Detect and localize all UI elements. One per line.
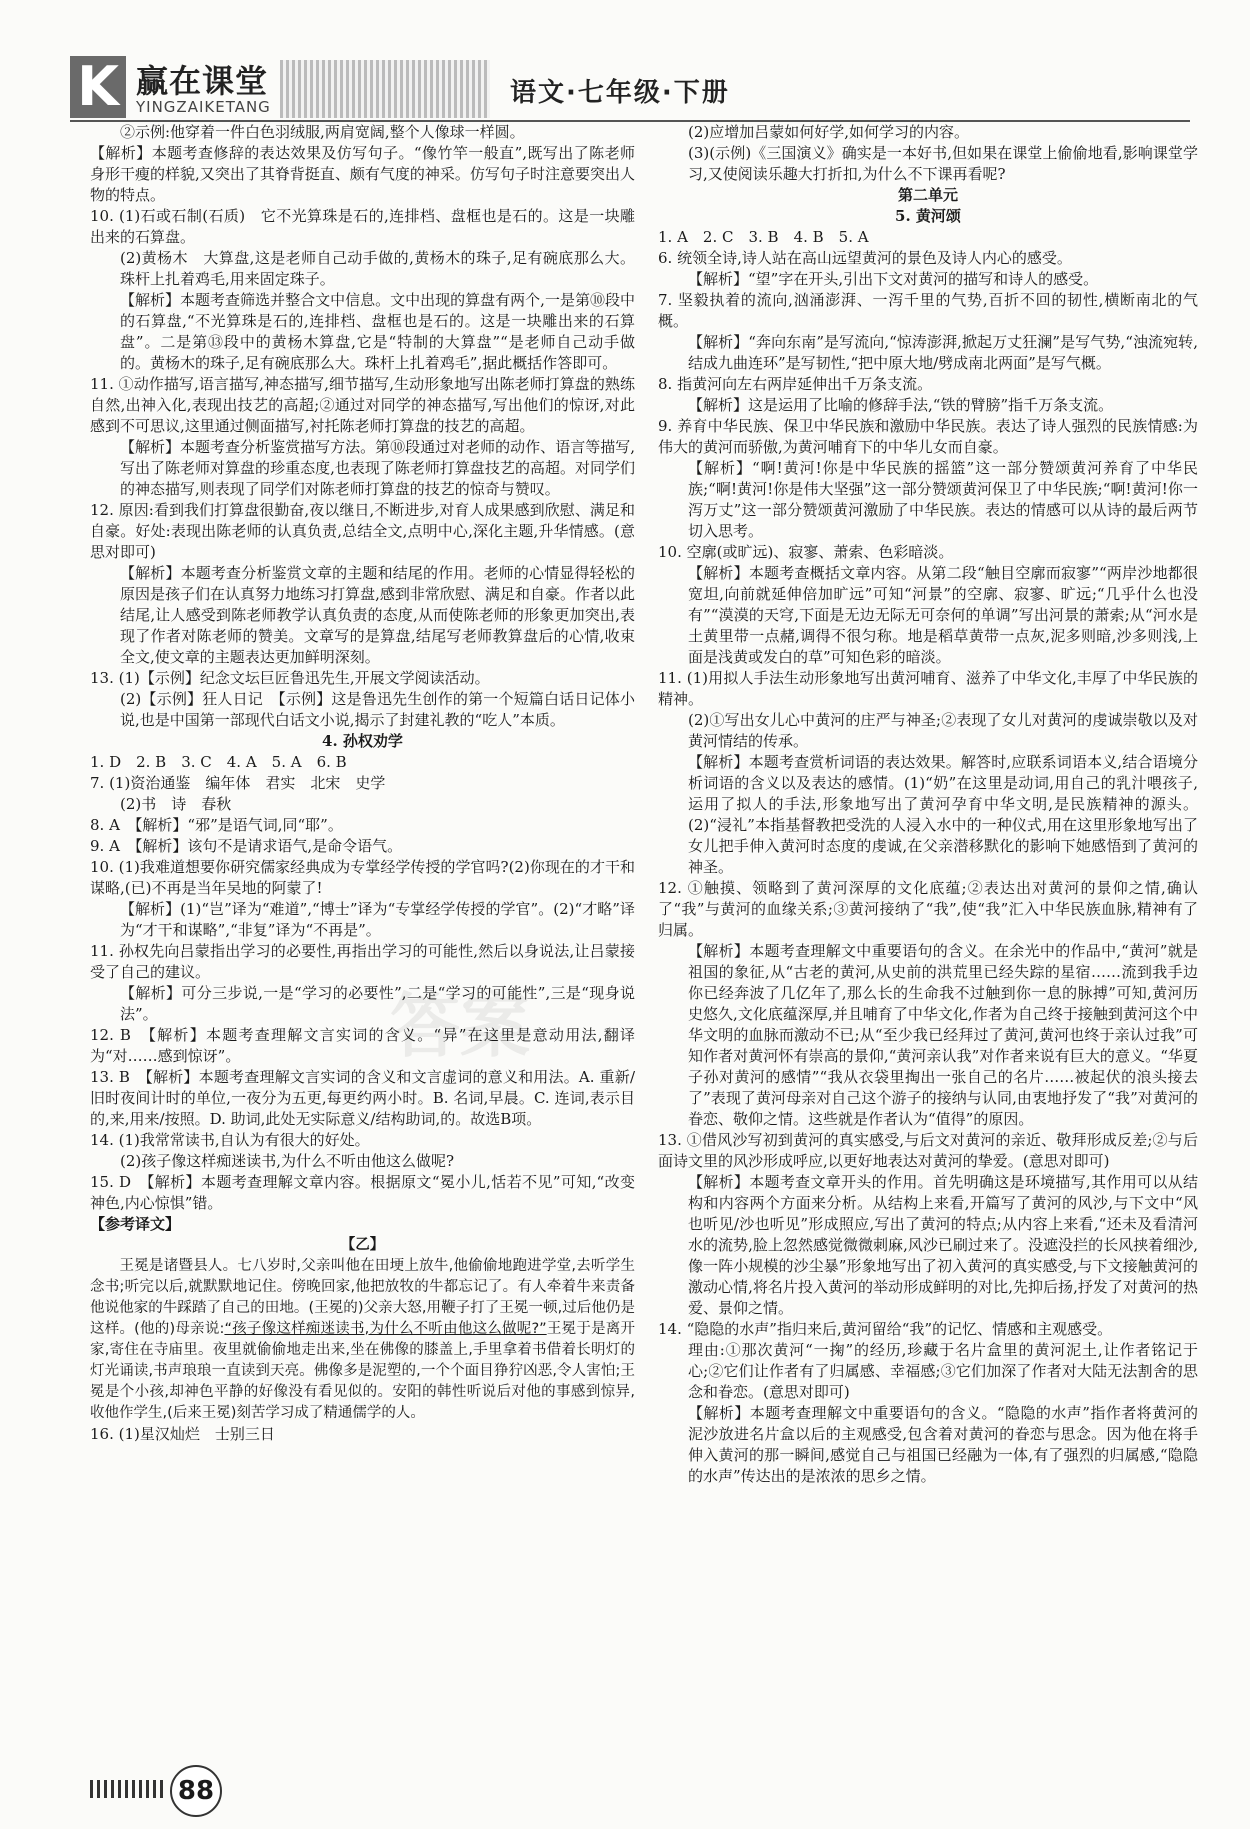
right-paragraph: 【解析】本题考查理解文中重要语句的含义。“隐隐的水声”指作者将黄河的泥沙放进名片盒以后的主观感受,包含着对黄河的眷恋与思念。因为他在将手伸入黄河的那一瞬间,感觉自己与祖国已经融为一体,有了强烈的归属感,“隐隐的水声”传达出的是浓浓的思乡之情。 <box>688 1404 1198 1485</box>
translation-text <box>90 1256 635 1424</box>
page-number-dots <box>90 1780 165 1798</box>
right-column <box>658 122 1198 1487</box>
brand-name: 赢在课堂 <box>136 62 269 100</box>
answer-16: 16. (1)星汉灿烂 士别三日 <box>90 1425 275 1443</box>
translation-label: 【参考译文】 <box>90 1215 181 1233</box>
brand-logo-k: K <box>70 56 126 118</box>
left-paragraph: 12. B 【解析】本题考查理解文言实词的含义。“异”在这里是意动用法,翻译为“对……感到惊讶”。 <box>90 1026 635 1065</box>
page-header <box>70 50 1190 120</box>
left-paragraph: 9. A 【解析】该句不是请求语气,是命令语气。 <box>90 837 403 855</box>
right-paragraph: 8. 指黄河向左右两岸延伸出千万条支流。 <box>658 375 933 393</box>
right-paragraph: (2)应增加吕蒙如何好学,如何学习的内容。 <box>688 123 970 141</box>
right-paragraph: 1. A 2. C 3. B 4. B 5. A <box>658 228 869 246</box>
left-paragraph: 【解析】本题考查分析鉴赏文章的主题和结尾的作用。老师的心情显得轻松的原因是孩子们在认真努力地练习打算盘,感到非常欣慰、满足和自豪。作者以此结尾,让人感受到陈老师教学认真负责的态度,从而使陈老师的形象更加突出,表现了作者对陈老师的赞美。文章写的是算盘,结尾写老师教算盘后的心情,收束全文,使文章的主题表达更加鲜明深刻。 <box>120 564 635 666</box>
translation-block <box>90 1235 635 1424</box>
translation-underlined-quote: “孩子像这样痴迷读书,为什么不听由他这么做呢?” <box>224 1321 547 1337</box>
right-paragraph: 【解析】这是运用了比喻的修辞手法,“铁的臂膀”指千万条支流。 <box>688 396 1114 414</box>
left-paragraph: (2)【示例】狂人日记 【示例】这是鲁迅先生创作的第一个短篇白话日记体小说,也是中国第一部现代白话文小说,揭示了封建礼教的“吃人”本质。 <box>120 690 635 729</box>
right-paragraph: 5. 黄河颂 <box>895 207 961 225</box>
left-paragraph: (2)黄杨木 大算盘,这是老师自己动手做的,黄杨木的珠子,足有碗底那么大。珠杆上扎着鸡毛,用来固定珠子。 <box>120 249 635 288</box>
translation-part-1: 王冕是诸暨县人。七八岁时,父亲叫他在田埂上放牛,他偷偷地跑进学堂,去听学生念书;听完以后,就默默地记住。傍晚回家,他把放牧的牛都忘记了。有人牵着牛来责备他说他家的牛踩踏了自己的田地。(王冕的)父亲大怒,用鞭子打了王冕一顿,过后他仍是这样。(他的)母亲说: <box>90 1258 635 1337</box>
left-paragraph: 8. A 【解析】“邪”是语气词,同“耶”。 <box>90 816 343 834</box>
left-paragraph: (2)孩子像这样痴迷读书,为什么不听由他这么做呢? <box>120 1152 455 1170</box>
left-paragraph: 13. B 【解析】本题考查理解文言实词的含义和文言虚词的意义和用法。A. 重新/旧时夜间计时的单位,一夜分为五更,每更约两小时。B. 名词,早晨。C. 连词,表示目的,来,用来/按照。D. 助词,此处无实际意义/结构助词,的。故选B项。 <box>90 1068 635 1128</box>
translation-title: 【乙】 <box>340 1237 385 1253</box>
right-paragraph: 【解析】本题考查理解文中重要语句的含义。在余光中的作品中,“黄河”就是祖国的象征,从“古老的黄河,从史前的洪荒里已经失踪的星宿……流到我手边你已经奔波了几亿年了,那么长的生命我不过触到你一息的脉搏”可知,黄河历史悠久,文化底蕴深厚,并且哺育了中华文化,作者为自己终于接触到黄河这个中华文明的血脉而激动不已;从“至少我已经拜过了黄河,黄河也终于亲认过我”可知作者对黄河怀有崇高的景仰,“黄河亲认我”对作者来说有巨大的意义。“华夏子孙对黄河的感情”“我从衣袋里掏出一张自己的名片……被起伏的浪头接去了”表现了黄河母亲对自己这个游子的接纳与认同,由衷地抒发了“我”对黄河的眷恋、敬仰之情。这些就是作者认为“值得”的原因。 <box>688 942 1198 1128</box>
right-paragraph: 【解析】“啊!黄河!你是中华民族的摇篮”这一部分赞颂黄河养育了中华民族;“啊!黄河!你是伟大坚强”这一部分赞颂黄河保卫了中华民族;“啊!黄河!你一泻万丈”这一部分赞颂黄河激励了中华民族。表达的情感可以从诗的最后两节切入思考。 <box>688 459 1198 540</box>
left-paragraph: 15. D 【解析】本题考查理解文章内容。根据原文“冕小儿,恬若不见”可知,“改变神色,内心惊惧”错。 <box>90 1173 635 1212</box>
left-paragraph: 【解析】本题考查分析鉴赏描写方法。第⑩段通过对老师的动作、语言等描写,写出了陈老师对算盘的珍重态度,也表现了陈老师打算盘技艺的高超。对同学们的神态描写,则表现了同学们对陈老师打算盘的技艺的惊奇与赞叹。 <box>120 438 635 498</box>
left-paragraph: 【解析】可分三步说,一是“学习的必要性”,二是“学习的可能性”,三是“现身说法”。 <box>120 984 635 1023</box>
right-paragraph: 【解析】“望”字在开头,引出下文对黄河的描写和诗人的感受。 <box>688 270 1099 288</box>
right-paragraph: 7. 坚毅执着的流向,汹涌澎湃、一泻千里的气势,百折不回的韧性,横断南北的气概。 <box>658 291 1198 330</box>
right-paragraph: 13. ①借风沙写初到黄河的真实感受,与后文对黄河的亲近、敬拜形成反差;②与后面诗文里的风沙形成呼应,以更好地表达对黄河的挚爱。(意思对即可) <box>658 1131 1198 1170</box>
right-paragraph: 9. 养育中华民族、保卫中华民族和激励中华民族。表达了诗人强烈的民族情感:为伟大的黄河而骄傲,为黄河哺育下的中华儿女而自豪。 <box>658 417 1198 456</box>
left-paragraph: 1. D 2. B 3. C 4. A 5. A 6. B <box>90 753 347 771</box>
translation-part-2: 王冕于是离开家,寄住在寺庙里。夜里就偷偷地走出来,坐在佛像的膝盖上,手里拿着书借着长明灯的灯光诵读,书声琅琅一直读到天亮。佛像多是泥塑的,一个个面目狰狞凶恶,令人害怕;王冕是个小孩,却神色平静的好像没有看见似的。安阳的韩性听说后对他的事感到惊异,收他作学生,(后来王冕)刻苦学习成了精通儒学的人。 <box>90 1321 636 1421</box>
page-number: 88 <box>170 1765 222 1817</box>
left-paragraph: 12. 原因:看到我们打算盘很勤奋,夜以继日,不断进步,对育人成果感到欣慰、满足和自豪。好处:表现出陈老师的认真负责,总结全文,点明中心,深化主题,升华情感。(意思对即可) <box>90 501 635 561</box>
left-paragraph: (2)书 诗 春秋 <box>120 795 232 813</box>
right-paragraph: 12. ①触摸、领略到了黄河深厚的文化底蕴;②表达出对黄河的景仰之情,确认了“我”与黄河的血缘关系;③黄河接纳了“我”,使“我”汇入中华民族血脉,精神有了归属。 <box>658 879 1198 939</box>
right-paragraph: 【解析】本题考查概括文章内容。从第二段“触目空廓而寂寥”“两岸沙地都很宽坦,向前就延伸倍加旷远”可知“河景”的空廓、寂寥、旷远;“几乎什么也没有”“漠漠的天穹,下面是无边无际无可奈何的单调”写出河景的萧索;从“河水是土黄里带一点赭,调得不很匀称。地是稻草黄带一点灰,泥多则暗,沙多则浅,上面是浅黄或发白的草”可知色彩的暗淡。 <box>688 564 1198 666</box>
right-paragraph: 6. 统领全诗,诗人站在高山远望黄河的景色及诗人内心的感受。 <box>658 249 1072 267</box>
right-paragraph: (3)(示例)《三国演义》确实是一本好书,但如果在课堂上偷偷地看,影响课堂学习,又使阅读乐趣大打折扣,为什么不下课再看呢? <box>688 144 1198 183</box>
left-paragraph: 7. (1)资治通鉴 编年体 君实 北宋 史学 <box>90 774 386 792</box>
watermark: 答案 <box>390 985 530 1067</box>
left-paragraph: 10. (1)石或石制(石质) 它不光算珠是石的,连排档、盘框也是石的。这是一块雕出来的石算盘。 <box>90 207 635 246</box>
right-paragraph: 【解析】本题考查赏析词语的表达效果。解答时,应联系词语本义,结合语境分析词语的含义以及表达的感情。(1)“奶”在这里是动词,用自己的乳汁喂孩子,运用了拟人的手法,形象地写出了黄河孕育中华文明,是民族精神的源头。(2)“浸礼”本指基督教把受洗的人浸入水中的一种仪式,用在这里形象地写出了女儿把手伸入黄河时态度的虔诚,在父亲潜移默化的影响下她感悟到了黄河的神圣。 <box>688 753 1198 876</box>
right-paragraph: 【解析】本题考查文章开头的作用。首先明确这是环境描写,其作用可以从结构和内容两个方面来分析。从结构上来看,开篇写了黄河的风沙,与下文中“风也听见/沙也听见”形成照应,写出了黄河的特点;从内容上来看,“还未及看清河水的流势,脸上忽然感觉微微刺麻,风沙已刷过来了。没遮没拦的长风挟着细沙,像一阵小规模的沙尘暴”形象地写出了初入黄河的真实感受,与下文接触黄河的激动心情,将名片投入黄河的举动形成鲜明的对比,先抑后扬,抒发了对黄河的热爱、景仰之情。 <box>688 1173 1198 1317</box>
right-paragraph: (2)①写出女儿心中黄河的庄严与神圣;②表现了女儿对黄河的虔诚崇敬以及对黄河情结的传承。 <box>688 711 1198 750</box>
subject-title: 语文·七年级·下册 <box>510 78 730 108</box>
left-paragraph: 【解析】本题考查修辞的表达效果及仿写句子。“像竹竿一般直”,既写出了陈老师身形干瘦的样貌,又突出了其脊背挺直、颇有气度的神采。仿写句子时注意要突出人物的特点。 <box>90 144 635 204</box>
left-paragraph: 4. 孙权劝学 <box>322 732 403 750</box>
right-paragraph: 理由:①那次黄河“一掬”的经历,珍藏于名片盒里的黄河泥土,让作者铭记于心;②它们让作者有了归属感、幸福感;③它们加深了作者对大陆无法割舍的思念和眷恋。(意思对即可) <box>688 1341 1198 1401</box>
left-paragraph: 【解析】(1)“岂”译为“难道”,“博士”译为“专掌经学传授的学官”。(2)“才略”译为“才干和谋略”,“非复”译为“不再是”。 <box>120 900 635 939</box>
left-paragraph: 14. (1)我常常读书,自认为有很大的好处。 <box>90 1131 370 1149</box>
left-paragraph: 11. 孙权先向吕蒙指出学习的必要性,再指出学习的可能性,然后以身说法,让吕蒙接受了自己的建议。 <box>90 942 635 981</box>
right-paragraph: 14. “隐隐的水声”指归来后,黄河留给“我”的记忆、情感和主观感受。 <box>658 1320 1113 1338</box>
left-paragraph: 【解析】本题考查筛选并整合文中信息。文中出现的算盘有两个,一是第⑩段中的石算盘,“不光算珠是石的,连排档、盘框也是石的。这是一块雕出来的石算盘”。二是第⑬段中的黄杨木算盘,它是“特制的大算盘”“是老师自己动手做的。黄杨木的珠子,足有碗底那么大。珠杆上扎着鸡毛”,据此概括作答即可。 <box>120 291 635 372</box>
right-paragraph: 【解析】“奔向东南”是写流向,“惊涛澎湃,掀起万丈狂澜”是写气势,“浊流宛转,结成九曲连环”是写韧性,“把中原大地/劈成南北两面”是写气概。 <box>688 333 1198 372</box>
left-paragraph: 11. ①动作描写,语言描写,神态描写,细节描写,生动形象地写出陈老师打算盘的熟练自然,出神入化,表现出技艺的高超;②通过对同学的神态描写,写出他们的惊讶,对此感到不可思议,这里通过侧面描写,衬托陈老师打算盘的技艺的高超。 <box>90 375 635 435</box>
right-paragraph: 第二单元 <box>897 186 958 204</box>
right-answer-list <box>658 122 1198 1487</box>
right-paragraph: 10. 空廓(或旷远)、寂寥、萧索、色彩暗淡。 <box>658 543 954 561</box>
header-decor-band <box>280 60 490 118</box>
left-paragraph: ②示例:他穿着一件白色羽绒服,两肩宽阔,整个人像球一样圆。 <box>120 123 525 141</box>
left-paragraph: 13. (1)【示例】纪念文坛巨匠鲁迅先生,开展文学阅读活动。 <box>90 669 490 687</box>
right-paragraph: 11. (1)用拟人手法生动形象地写出黄河哺育、滋养了中华文化,丰厚了中华民族的精神。 <box>658 669 1198 708</box>
brand-pinyin: YINGZAIKETANG <box>136 98 271 116</box>
left-column <box>90 122 635 1445</box>
left-paragraph: 10. (1)我难道想要你研究儒家经典成为专掌经学传授的学官吗?(2)你现在的才干和谋略,(已)不再是当年吴地的阿蒙了! <box>90 858 635 897</box>
